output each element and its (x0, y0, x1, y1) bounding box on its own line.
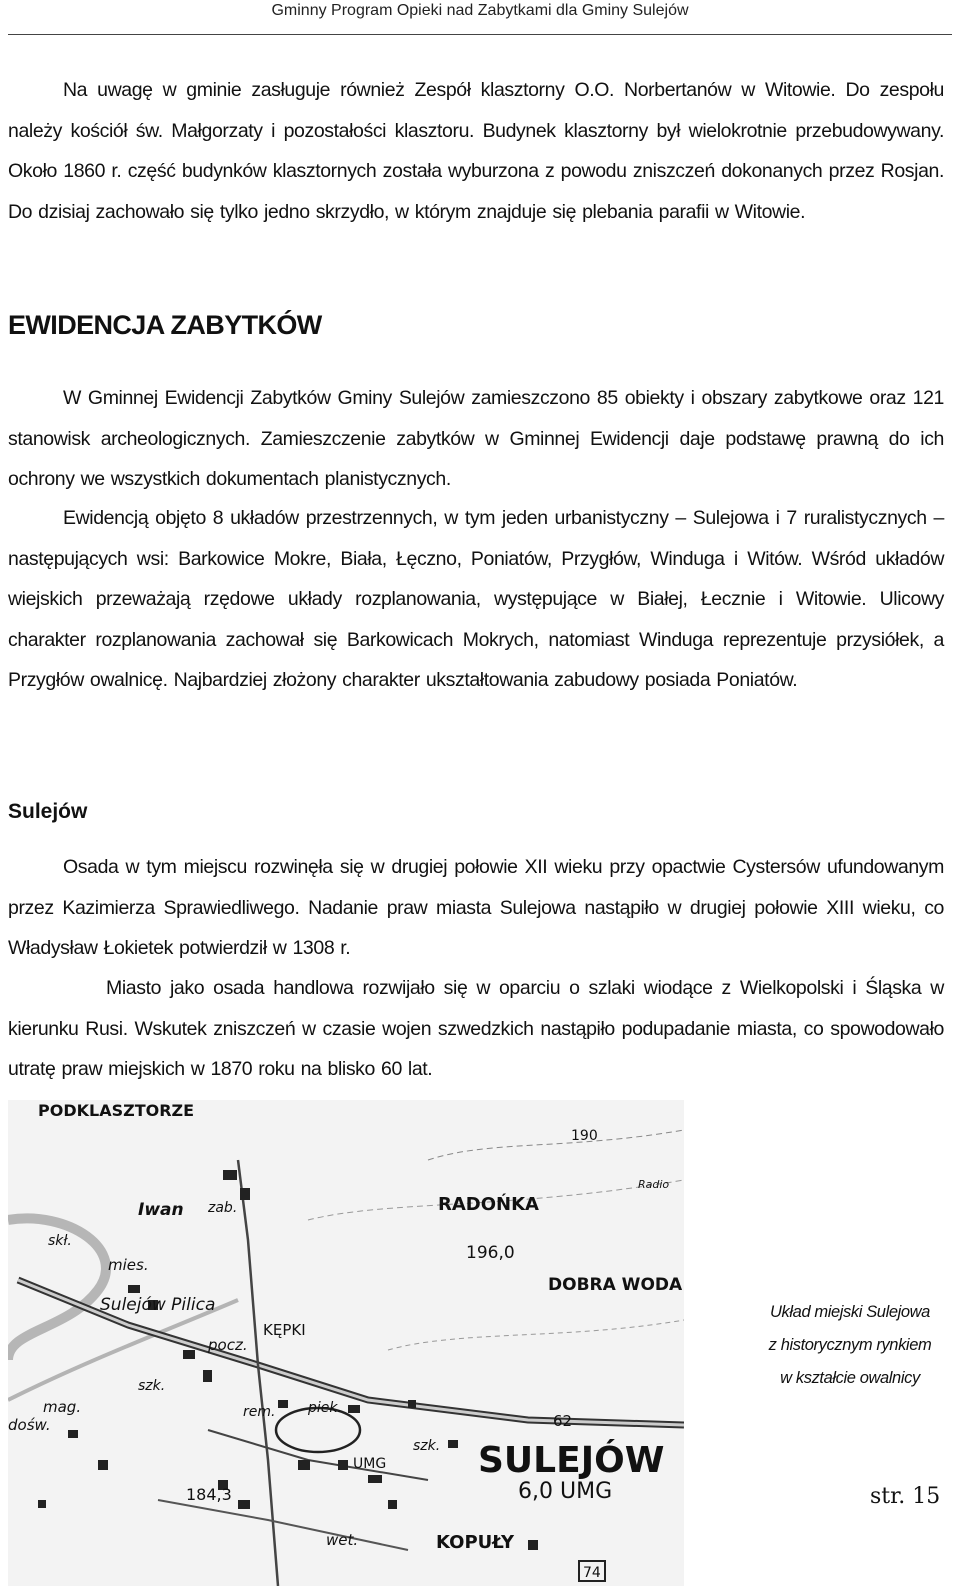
map-label-szk2: szk. (413, 1438, 441, 1454)
map-label-umg: 6,0 UMG (518, 1479, 613, 1504)
map-label-mag: mag. (43, 1398, 82, 1416)
ewidencja-paragraph-1 (8, 378, 944, 500)
section-heading-sulejow: Sulejów (8, 800, 88, 823)
caption-line-1: Układ miejski Sulejowa (770, 1303, 930, 1321)
ewidencja-p1-text: W Gminnej Ewidencji Zabytków Gminy Sulejów zamieszczono 85 obiekty i obszary zabytkowe oraz 121 stanowisk archeologicznych. Zamieszczenie zabytków w Gminnej Ewidencji daje podstawę prawną do ich ochrony we wszystkich dokumentach planistycznych. (8, 387, 944, 490)
ewidencja-p2-text: Ewidencją objęto 8 układów przestrzennych, w tym jeden urbanistyczny – Sulejowa i 7 ruralistycznych – następujących wsi: Barkowice Mokre, Biała, Łęczno, Poniatów, Przygłów, Winduga i Witów. Wśród układów wiejskich przeważają rzędowe układy rozplanowania, występujące w Białej, Łecznie i Witowie. Ulicowy charakter rozplanowania zachował się Barkowicach Mokrych, natomiast Winduga reprezentuje przysiółek, a Przygłów owalnicę. Najbardziej złożony charakter ukształtowania zabudowy posiada Poniatów. (8, 507, 944, 691)
map-label-dosw: dośw. (8, 1416, 51, 1434)
map-label-dobra-woda: DOBRA WODA (548, 1275, 683, 1295)
header-divider (8, 34, 952, 35)
caption-line-2: z historycznym rynkiem (768, 1336, 932, 1354)
map-label-radonka: RADOŃKA (438, 1194, 539, 1215)
map-label-62: 62 (553, 1412, 573, 1430)
map-label-pocz: pocz. (208, 1336, 248, 1354)
map-label-umg-small: UMG (353, 1456, 387, 1472)
sulejow-p1-text: Osada w tym miejscu rozwinęła się w drugiej połowie XII wieku przy opactwie Cystersów ufundowanym przez Kazimierza Sprawiedliwego. Nadanie praw miasta Sulejowa nastąpiło w drugiej połowie XIII wieku, co Władysław Łokietek potwierdził w 1308 r. (8, 856, 944, 959)
sulejow-p2-text: Miasto jako osada handlowa rozwijało się w oparciu o szlaki wiodące z Wielkopolski i Śląska w kierunku Rusi. Wskutek zniszczeń w czasie wojen szwedzkich nastąpiło podupadanie miasta, co spowodowało utratę praw miejskich w 1870 roku na blisko 60 lat. (8, 977, 944, 1080)
page-number: str. 15 (870, 1484, 941, 1509)
map-label-mies: mies. (108, 1256, 149, 1274)
map-label-szk: szk. (138, 1378, 166, 1394)
map-label-sulejow-pilica: Sulejów Pilica (100, 1295, 216, 1315)
section-heading-ewidencja: EWIDENCJA ZABYTKÓW (8, 310, 322, 340)
map-background (8, 1100, 684, 1586)
map-label-sulejow: SULEJÓW (478, 1440, 665, 1481)
map-label-piek: piek. (308, 1400, 342, 1416)
map-label-kepki: KĘPKI (263, 1321, 306, 1339)
map-label-iwan: Iwan (138, 1200, 184, 1220)
map-label-190: 190 (571, 1128, 598, 1144)
intro-paragraph (8, 70, 944, 232)
map-label-rem: rem. (243, 1404, 276, 1420)
map-label-podklasztorze: PODKLASZTORZE (38, 1101, 195, 1120)
caption-line-3: w kształcie owalnicy (780, 1369, 920, 1387)
map-label-radio: Radio (638, 1178, 670, 1191)
map-graphic (8, 1100, 684, 1586)
page-header: Gminny Program Opieki nad Zabytkami dla Gminy Sulejów (271, 2, 689, 19)
map-label-skl: skł. (48, 1233, 72, 1249)
map-label-184-3: 184,3 (186, 1485, 232, 1504)
intro-text: Na uwagę w gminie zasługuje również Zespół klasztorny O.O. Norbertanów w Witowie. Do zespołu należy kościół św. Małgorzaty i pozostałości klasztoru. Budynek klasztorny był wielokrotnie przebudowywany. Około 1860 r. część budynków klasztornych została wyburzona z powodu zniszczeń dokonanych przez Rosjan. Do dzisiaj zachowało się tylko jedno skrzydło, w którym znajduje się plebania parafii w Witowie. (8, 79, 944, 223)
map-label-height-196: 196,0 (466, 1243, 515, 1263)
map-label-74: 74 (583, 1565, 601, 1581)
sulejow-paragraph-1 (8, 847, 944, 969)
map-label-wet: wet. (326, 1531, 359, 1549)
ewidencja-paragraph-2 (8, 498, 944, 701)
map-label-kopuly: KOPUŁY (436, 1532, 515, 1553)
sulejow-paragraph-2 (8, 968, 944, 1090)
map-caption (752, 1296, 948, 1395)
map-label-zab: zab. (208, 1200, 238, 1216)
topographic-map (8, 1100, 684, 1586)
